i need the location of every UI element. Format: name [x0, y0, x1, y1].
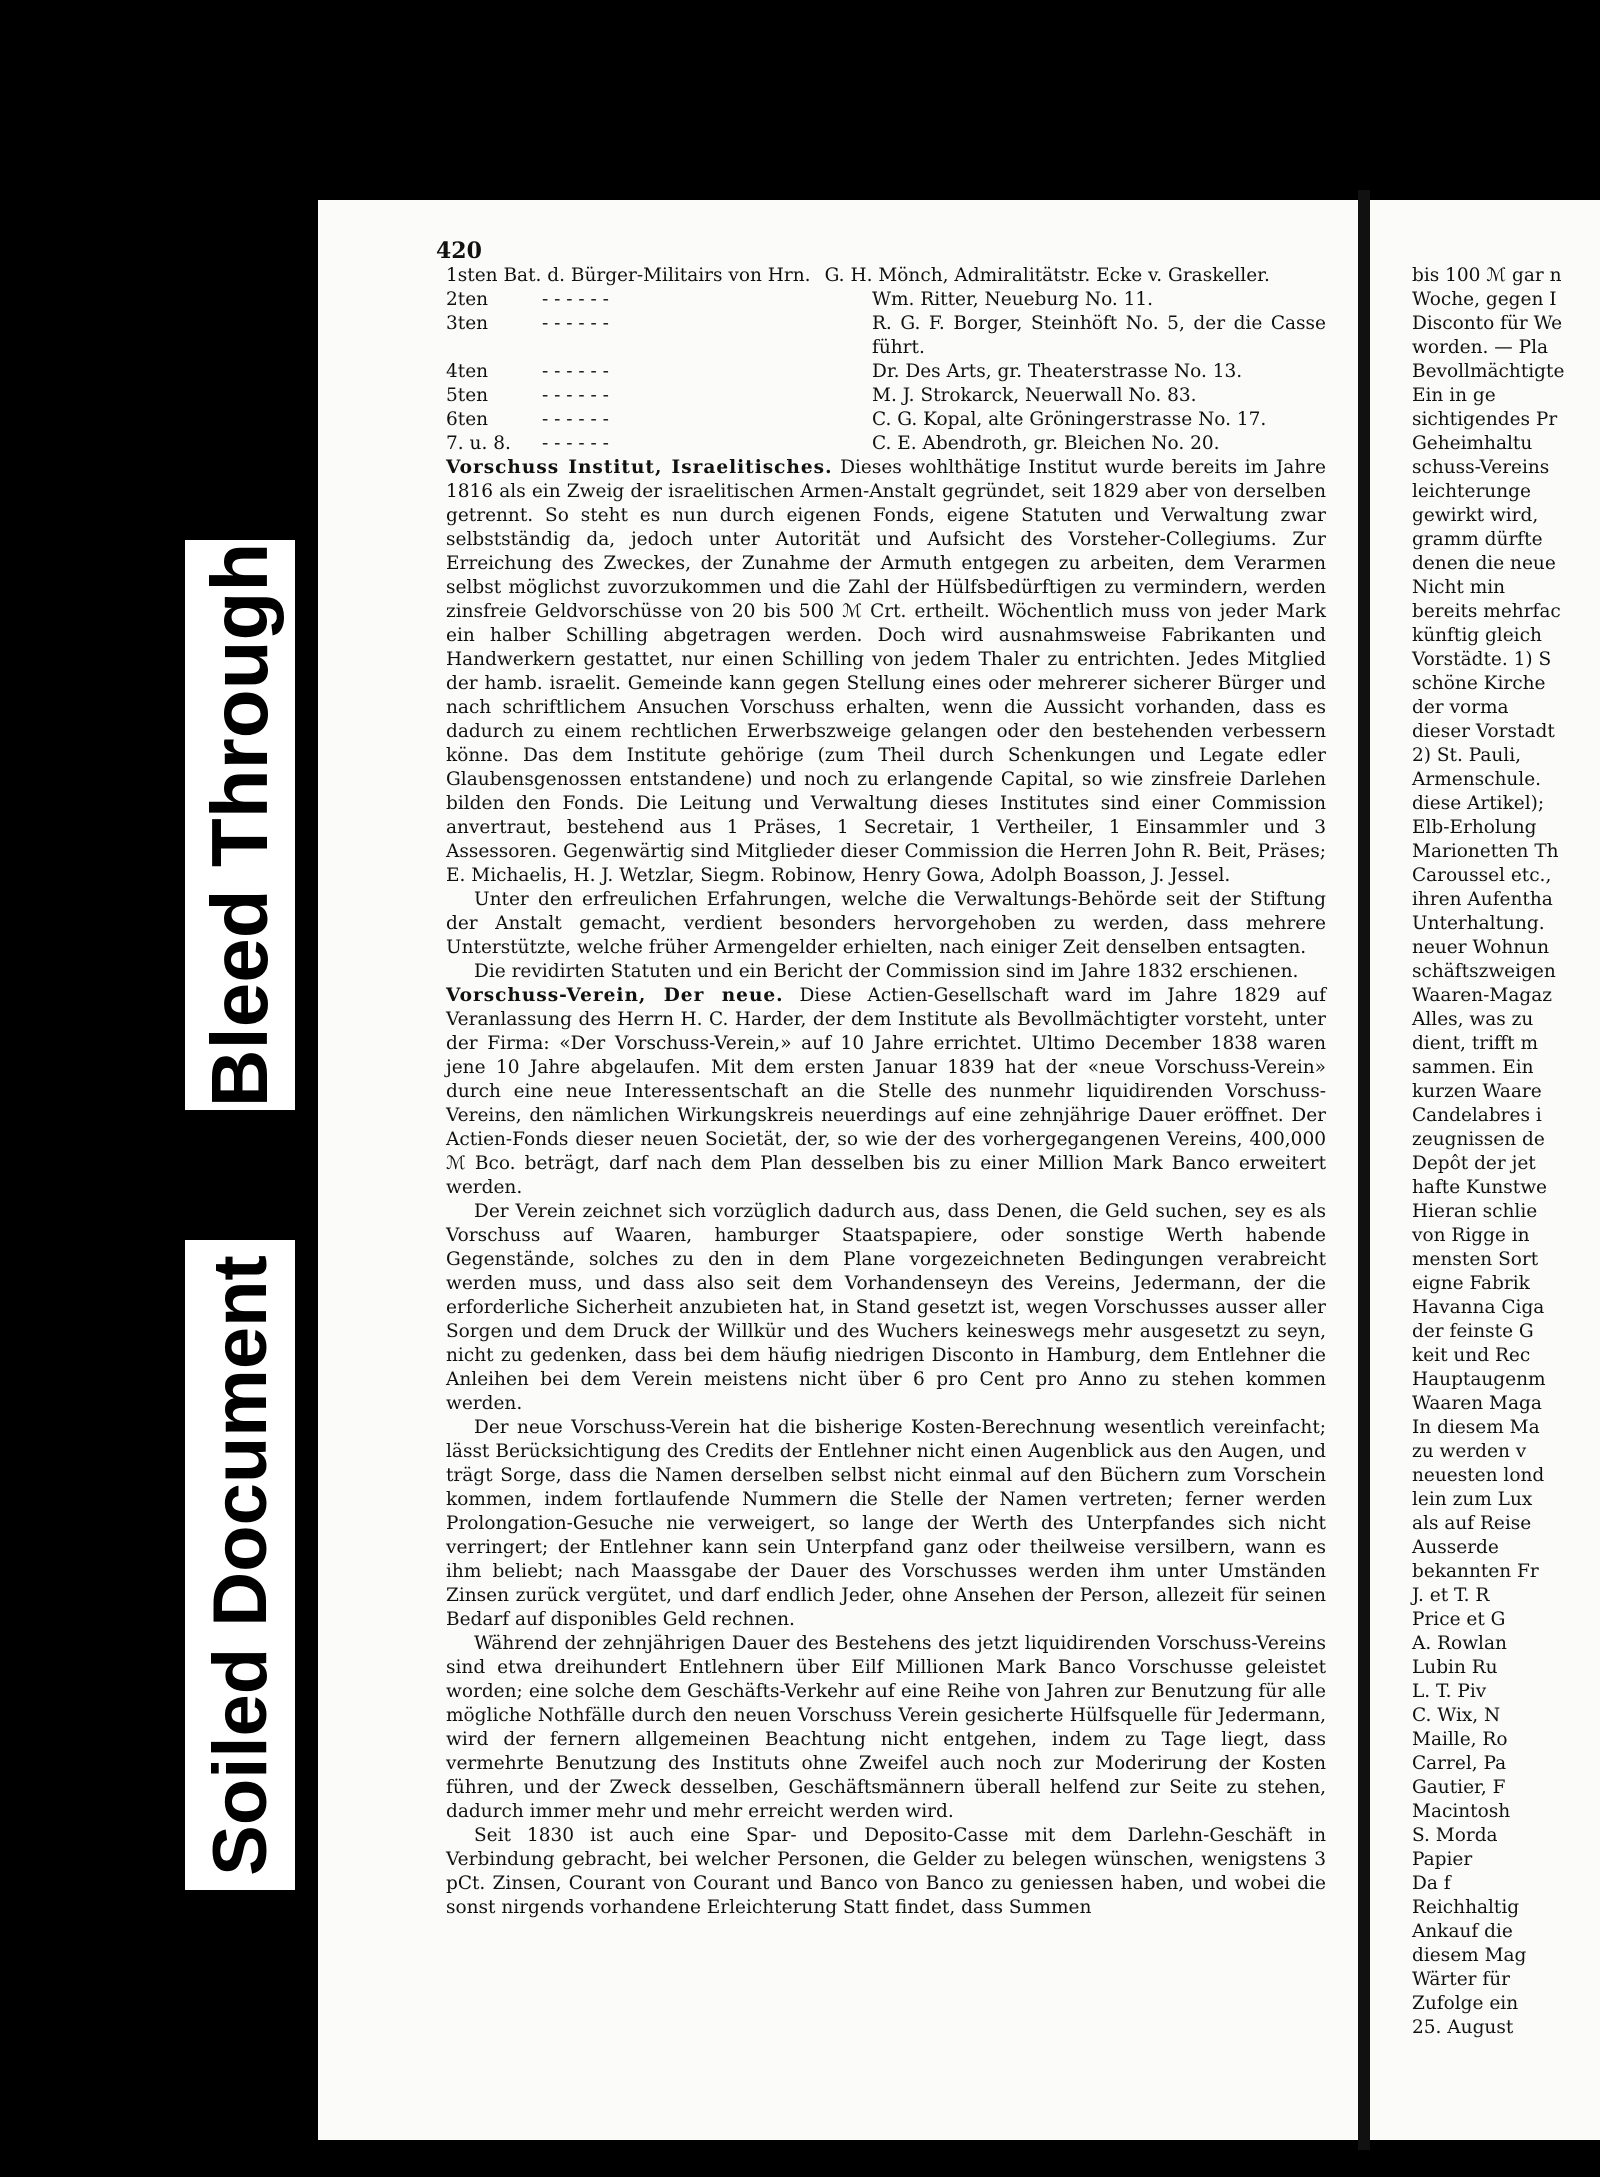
entry-text: Der Verein zeichnet sich vorzüglich dadurch aus, dass Denen, die Geld suchen, sey es als Vorschuss auf Waaren, hamburger Staatspapiere, oder sonstige Werth habende Gegenstände, solches zu den in dem Plane vorgezeichneten Bedingungen verabreicht werden muss, und dass also seit dem Vorhandenseyn des Vereins, Jedermann, der die erforderliche Sicherheit anzubieten hat, in Stand gesetzt ist, wegen Vorschusses ausser aller Sorgen und dem Druck der Willkür und des Wuchers keineswegs mehr ausgesetzt zu seyn, nicht zu gedenken, dass bei dem häufig niedrigen Disconto in Hamburg, dem Entlehner die Anleihen bei dem Verein meistens nicht über 6 pro Cent pro Anno zu stehen kommen werden. [446, 1201, 1326, 1414]
right-page [1370, 200, 1600, 2140]
right-column-line: Candelabres i [1412, 1105, 1542, 1126]
right-column-line: Macintosh [1412, 1801, 1511, 1822]
entry-paragraph [446, 456, 1326, 888]
militia-row [446, 360, 1326, 384]
right-column-line: der vorma [1412, 697, 1509, 718]
left-page [318, 200, 1358, 2140]
right-column-line: eigne Fabrik [1412, 1273, 1530, 1294]
right-column-line: Da f [1412, 1873, 1451, 1894]
left-page-text [446, 264, 1326, 1920]
right-column-line: Armenschule. [1412, 769, 1542, 790]
right-column-line: schöne Kirche [1412, 673, 1546, 694]
right-column-line: Zufolge ein [1412, 1993, 1519, 2014]
right-column-line: C. Wix, N [1412, 1705, 1501, 1726]
right-column-line: Maille, Ro [1412, 1729, 1508, 1750]
right-column-line: der feinste G [1412, 1321, 1534, 1342]
right-column-line: kurzen Waare [1412, 1081, 1542, 1102]
militia-battalion: 2ten [446, 289, 489, 310]
right-column-line: dieser Vorstadt [1412, 721, 1555, 742]
right-column-line: von Rigge in [1412, 1225, 1530, 1246]
militia-battalion: 6ten [446, 409, 489, 430]
right-column-line: keit und Rec [1412, 1345, 1531, 1366]
right-column-line: schäftszweigen [1412, 961, 1556, 982]
entries [446, 456, 1326, 1920]
right-column-line: bekannten Fr [1412, 1561, 1539, 1582]
right-column-line: A. Rowlan [1412, 1633, 1507, 1654]
right-column-line: mensten Sort [1412, 1249, 1539, 1270]
right-column-line: Vorstädte. 1) S [1412, 649, 1552, 670]
militia-commander: M. J. Strokarck, Neuerwall No. 83. [872, 385, 1197, 406]
right-column-line: Geheimhaltu [1412, 433, 1533, 454]
right-column-line: J. et T. R [1412, 1585, 1490, 1606]
entry-text: Dieses wohlthätige Institut wurde bereits im Jahre 1816 als ein Zweig der israelitischen Armen-Anstalt gegründet, seit 1829 aber von derselben getrennt. So steht es nun durch eigenen Fonds, eigene Statuten und Verwaltung zwar selbstständig da, jedoch unter Autorität und Aufsicht des Vorsteher-Collegiums. Zur Erreichung des Zweckes, der Zunahme der Armuth entgegen zu arbeiten, dem Verarmen selbst möglichst zuvorzukommen und die Zahl der Hülfsbedürftigen zu vermindern, werden zinsfreie Geldvorschüsse von 20 bis 500 ℳ Crt. ertheilt. Wöchentlich muss von jeder Mark ein halber Schilling abgetragen werden. Doch wird ausnahmsweise Fabrikanten und Handwerkern gestattet, nur einen Schilling von jedem Thaler zu entrichten. Jedes Mitglied der hamb. israelit. Gemeinde kann gegen Stellung eines oder mehrerer sicherer Bürger und nach schriftlichem Ansuchen Vorschuss erhalten, wenn die Aussicht vorhanden, dass es dadurch zu einem rechtlichen Erwerbszweige gelangen oder den bestehenden verbessern könne. Das dem Institute gehörige (zum Theil durch Schenkungen und Legate edler Glaubensgenossen entstandene) und noch zu erlangende Capital, so wie zinsfreie Darlehen bilden den Fonds. Die Leitung und Verwaltung dieses Institutes sind einer Commission anvertraut, bestehend aus 1 Präses, 1 Secretair, 1 Vertheiler, 1 Einsammler und 3 Assessoren. Gegenwärtig sind Mitglieder dieser Commission die Herren John R. Beit, Präses; E. Michaelis, H. J. Wetzlar, Siegm. Robinow, Henry Gowa, Adolph Boasson, J. Jessel. [446, 457, 1326, 886]
militia-commander: G. H. Mönch, Admiralitätstr. Ecke v. Graskeller. [824, 265, 1270, 286]
militia-battalion: 7. u. 8. [446, 433, 511, 454]
militia-dots: - - - - - - [542, 361, 609, 382]
militia-row [446, 312, 1326, 360]
militia-commander: R. G. F. Borger, Steinhöft No. 5, der die Casse führt. [872, 313, 1326, 358]
right-column-line: ihren Aufentha [1412, 889, 1553, 910]
militia-row [446, 432, 1326, 456]
right-column-line: Woche, gegen I [1412, 289, 1557, 310]
right-column-line: Wärter für [1412, 1969, 1510, 1990]
right-column-line: als auf Reise [1412, 1513, 1532, 1534]
right-column-line: Papier [1412, 1849, 1473, 1870]
right-column-line: Hieran schlie [1412, 1201, 1538, 1222]
right-column-line: Ein in ge [1412, 385, 1496, 406]
right-column-line: Ausserde [1412, 1537, 1499, 1558]
right-column-line: Lubin Ru [1412, 1657, 1498, 1678]
right-column-line: 25. August [1412, 2017, 1514, 2038]
right-column-line: hafte Kunstwe [1412, 1177, 1548, 1198]
entry-text: Die revidirten Statuten und ein Bericht der Commission sind im Jahre 1832 erschienen. [474, 961, 1299, 982]
soiled-document-label [185, 1240, 295, 1890]
militia-dots: - - - - - - [542, 433, 609, 454]
right-column-line: neuesten lond [1412, 1465, 1545, 1486]
right-column-line: diesem Mag [1412, 1945, 1527, 1966]
right-column-line: Nicht min [1412, 577, 1506, 598]
right-column-line: Carrel, Pa [1412, 1753, 1507, 1774]
entry-text: Seit 1830 ist auch eine Spar- und Deposito-Casse mit dem Darlehn-Geschäft in Verbindung gebracht, bei welcher Personen, die Gelder zu belegen wünschen, wenigstens 3 pCt. Zinsen, Courant von Courant und Banco von Banco zu geniessen haben, und wobei die sonst nirgends vorhandene Erleichterung Statt findet, dass Summen [446, 1825, 1326, 1918]
soiled-document-text: Soiled Document [197, 1254, 283, 1876]
entry-heading: Vorschuss Institut, Israelitisches. [446, 457, 833, 478]
right-column-line: leichterunge [1412, 481, 1531, 502]
right-column-line: Havanna Ciga [1412, 1297, 1545, 1318]
right-column-line: Alles, was zu [1412, 1009, 1534, 1030]
right-column-line: Reichhaltig [1412, 1897, 1520, 1918]
right-column-line: künftig gleich [1412, 625, 1542, 646]
militia-dots: - - - - - - [542, 313, 609, 334]
militia-row [446, 384, 1326, 408]
right-column-line: gewirkt wird, [1412, 505, 1539, 526]
right-column-line: Waaren Maga [1412, 1393, 1542, 1414]
entry-paragraph [446, 1632, 1326, 1824]
right-column-line: sammen. Ein [1412, 1057, 1534, 1078]
entry-paragraph [446, 1200, 1326, 1416]
right-column-line: Marionetten Th [1412, 841, 1559, 862]
right-column-line: Disconto für We [1412, 313, 1563, 334]
right-column-line: zu werden v [1412, 1441, 1527, 1462]
entry-heading: Vorschuss-Verein, Der neue. [446, 985, 784, 1006]
entry-text: Diese Actien-Gesellschaft ward im Jahre 1829 auf Veranlassung des Herrn H. C. Harder, der dem Institute als Bevollmächtigter vorsteht, unter der Firma: «Der Vorschuss-Verein,» auf 10 Jahre errichtet. Ultimo December 1838 waren jene 10 Jahre abgelaufen. Mit dem ersten Januar 1839 hat der «neue Vorschuss-Verein» durch eine neue Interessentschaft an die Stelle des nunmehr liquidirenden Vorschuss-Vereins, den nämlichen Wirkungskreis neuerdings auf eine zehnjährige Dauer eröffnet. Der Actien-Fonds dieser neuen Societät, der, so wie der des vorhergegangenen Vereins, 400,000 ℳ Bco. beträgt, darf nach dem Plan desselben bis zu einer Million Mark Banco erweitert werden. [446, 985, 1326, 1198]
militia-row [446, 288, 1326, 312]
right-column-line: Unterhaltung. [1412, 913, 1545, 934]
right-column-line: L. T. Piv [1412, 1681, 1487, 1702]
right-column-line: Elb-Erholung [1412, 817, 1537, 838]
militia-row [446, 408, 1326, 432]
right-column-line: Waaren-Magaz [1412, 985, 1553, 1006]
right-column-line: Price et G [1412, 1609, 1506, 1630]
entry-paragraph [446, 1416, 1326, 1632]
right-column-line: Gautier, F [1412, 1777, 1506, 1798]
right-column-line: Bevollmächtigte [1412, 361, 1565, 382]
militia-battalion: 3ten [446, 313, 489, 334]
entry-text: Während der zehnjährigen Dauer des Bestehens des jetzt liquidirenden Vorschuss-Vereins sind etwa dreihundert Entlehnern über Eilf Millionen Mark Banco Vorschusse geleistet worden; eine solche dem Geschäfts-Verkehr auf eine Reihe von Jahren zur Benutzung für alle mögliche Nothfälle durch den neuen Vorschuss Verein gesicherte Hülfsquelle für Jedermann, wird der fernern allgemeinen Beachtung nicht entgehen, indem zu Tage liegt, dass vermehrte Benutzung des Instituts ohne Zweifel auch noch zur Moderirung der Kosten führen, und der Zweck desselben, Geschäftsmännern überall helfend zur Seite zu stehen, dadurch immer mehr und mehr erreicht werden wird. [446, 1633, 1326, 1822]
right-column-line: Ankauf die [1412, 1921, 1513, 1942]
entry-text: Der neue Vorschuss-Verein hat die bisherige Kosten-Berechnung wesentlich vereinfacht; lässt Berücksichtigung des Credits der Entlehner nicht einen Augenblick aus den Augen, und trägt Sorge, dass die Namen derselben selbst nicht einmal auf den Büchern zum Vorschein kommen, indem fortlaufende Nummern die Stelle der Namen vertreten; ferner werden Prolongation-Gesuche nie verweigert, so lange der Werth des Unterpfandes sich nicht verringert; der Entlehner kann sein Unterpfand ganz oder theilweise versilbern, wann es ihm beliebt; nach Maassgabe der Dauer des Vorschusses werden ihm unter Umständen Zinsen zurück vergütet, und darf endlich Jeder, ohne Ansehen der Person, allezeit für seinen Bedarf auf disponibles Geld rechnen. [446, 1417, 1326, 1630]
right-column-line: Caroussel etc., [1412, 865, 1552, 886]
militia-commander: C. E. Abendroth, gr. Bleichen No. 20. [872, 433, 1220, 454]
militia-commander: Wm. Ritter, Neueburg No. 11. [872, 289, 1154, 310]
right-column-line: zeugnissen de [1412, 1129, 1545, 1150]
militia-spacer [811, 264, 825, 288]
right-column-line: bereits mehrfac [1412, 601, 1561, 622]
right-column-line: S. Morda [1412, 1825, 1498, 1846]
right-column-line: Hauptaugenm [1412, 1369, 1546, 1390]
militia-list [446, 264, 1326, 456]
militia-dots: - - - - - - [542, 409, 609, 430]
militia-row [446, 264, 1326, 288]
right-column-line: worden. — Pla [1412, 337, 1549, 358]
right-column-line: diese Artikel); [1412, 793, 1545, 814]
militia-battalion: 1sten Bat. d. Bürger-Militairs von Hrn. [446, 265, 811, 286]
right-column-line: bis 100 ℳ gar n [1412, 265, 1562, 286]
militia-battalion: 5ten [446, 385, 489, 406]
right-page-text [1412, 264, 1600, 2040]
bleed-through-label [185, 540, 295, 1110]
right-column-line: gramm dürfte [1412, 529, 1543, 550]
militia-commander: C. G. Kopal, alte Gröningerstrasse No. 17. [872, 409, 1267, 430]
entry-paragraph [446, 984, 1326, 1200]
right-column-line: 2) St. Pauli, [1412, 745, 1522, 766]
entry-text: Unter den erfreulichen Erfahrungen, welche die Verwaltungs-Behörde seit der Stiftung der Anstalt gemacht, verdient besonders hervorgehoben zu werden, dass mehrere Unterstützte, welche früher Armengelder erhielten, nach einiger Zeit denselben entsagten. [446, 889, 1326, 958]
right-column-line: Depôt der jet [1412, 1153, 1536, 1174]
entry-paragraph [446, 888, 1326, 960]
militia-dots: - - - - - - [542, 385, 609, 406]
book-gutter [1358, 190, 1370, 2150]
militia-commander: Dr. Des Arts, gr. Theaterstrasse No. 13. [872, 361, 1243, 382]
right-column-line: neuer Wohnun [1412, 937, 1550, 958]
entry-paragraph [446, 1824, 1326, 1920]
right-column-line: dient, trifft m [1412, 1033, 1539, 1054]
page-number: 420 [436, 238, 482, 264]
militia-dots: - - - - - - [542, 289, 609, 310]
right-column-line: sichtigendes Pr [1412, 409, 1558, 430]
right-column-line: In diesem Ma [1412, 1417, 1540, 1438]
entry-paragraph [446, 960, 1326, 984]
militia-battalion: 4ten [446, 361, 489, 382]
right-column-line: schuss-Vereins [1412, 457, 1550, 478]
right-column-line: lein zum Lux [1412, 1489, 1533, 1510]
bleed-through-text: Bleed Through [195, 542, 285, 1108]
right-column-line: denen die neue [1412, 553, 1556, 574]
